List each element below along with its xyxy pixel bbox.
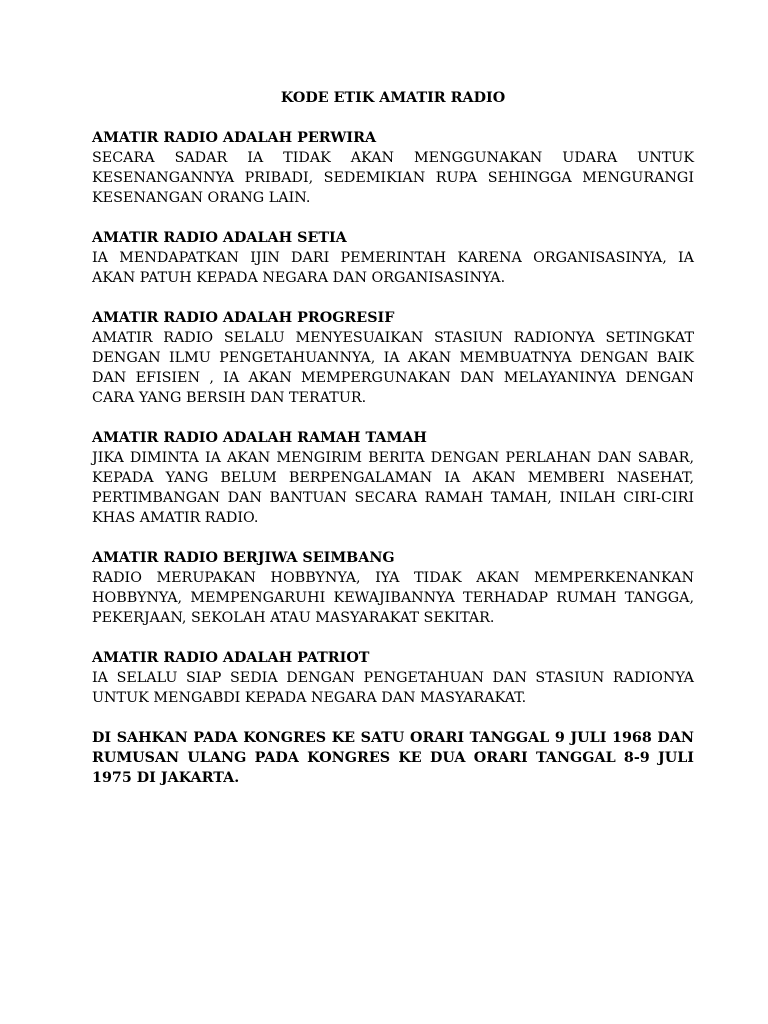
section-heading: AMATIR RADIO ADALAH PROGRESIF bbox=[92, 310, 395, 326]
section-body: SECARA SADAR IA TIDAK AKAN MENGGUNAKAN UDARA UNTUK KESENANGANNYA PRIBADI, SEDEMIKIAN RUPA SEHINGGA MENGURANGI KESENANGAN ORANG LAIN. bbox=[92, 150, 694, 206]
section-body: AMATIR RADIO SELALU MENYESUAIKAN STASIUN RADIONYA SETINGKAT DENGAN ILMU PENGETAHUANNYA, IA AKAN MEMBUATNYA DENGAN BAIK DAN EFISIEN , IA AKAN MEMPERGUNAKAN DAN MELAYANINYA DENGAN CARA YANG BERSIH DAN TERATUR. bbox=[92, 330, 694, 406]
section-body: RADIO MERUPAKAN HOBBYNYA, IYA TIDAK AKAN MEMPERKENANKAN HOBBYNYA, MEMPENGARUHI KEWAJIBANNYA TERHADAP RUMAH TANGGA, PEKERJAAN, SEKOLAH ATAU MASYARAKAT SEKITAR. bbox=[92, 570, 694, 626]
section-setia bbox=[92, 228, 694, 288]
section-heading: AMATIR RADIO ADALAH SETIA bbox=[92, 230, 347, 246]
section-heading: AMATIR RADIO ADALAH PATRIOT bbox=[92, 650, 370, 666]
document-title: KODE ETIK AMATIR RADIO bbox=[280, 90, 506, 106]
section-patriot bbox=[92, 648, 694, 708]
section-seimbang bbox=[92, 548, 694, 628]
section-progresif bbox=[92, 308, 694, 408]
section-perwira bbox=[92, 128, 694, 208]
ratification-note: DI SAHKAN PADA KONGRES KE SATU ORARI TANGGAL 9 JULI 1968 DAN RUMUSAN ULANG PADA KONGRES KE DUA ORARI TANGGAL 8-9 JULI 1975 DI JAKARTA. bbox=[92, 730, 694, 786]
section-body: IA MENDAPATKAN IJIN DARI PEMERINTAH KARENA ORGANISASINYA, IA AKAN PATUH KEPADA NEGARA DAN ORGANISASINYA. bbox=[92, 250, 694, 286]
section-heading: AMATIR RADIO BERJIWA SEIMBANG bbox=[92, 550, 395, 566]
section-body: IA SELALU SIAP SEDIA DENGAN PENGETAHUAN DAN STASIUN RADIONYA UNTUK MENGABDI KEPADA NEGARA DAN MASYARAKAT. bbox=[92, 670, 694, 706]
section-heading: AMATIR RADIO ADALAH PERWIRA bbox=[92, 130, 377, 146]
section-ramah-tamah bbox=[92, 428, 694, 528]
section-heading: AMATIR RADIO ADALAH RAMAH TAMAH bbox=[92, 430, 427, 446]
document-page bbox=[92, 88, 694, 788]
section-body: JIKA DIMINTA IA AKAN MENGIRIM BERITA DENGAN PERLAHAN DAN SABAR, KEPADA YANG BELUM BERPENGALAMAN IA AKAN MEMBERI NASEHAT, PERTIMBANGAN DAN BANTUAN SECARA RAMAH TAMAH, INILAH CIRI-CIRI KHAS AMATIR RADIO. bbox=[92, 450, 694, 526]
